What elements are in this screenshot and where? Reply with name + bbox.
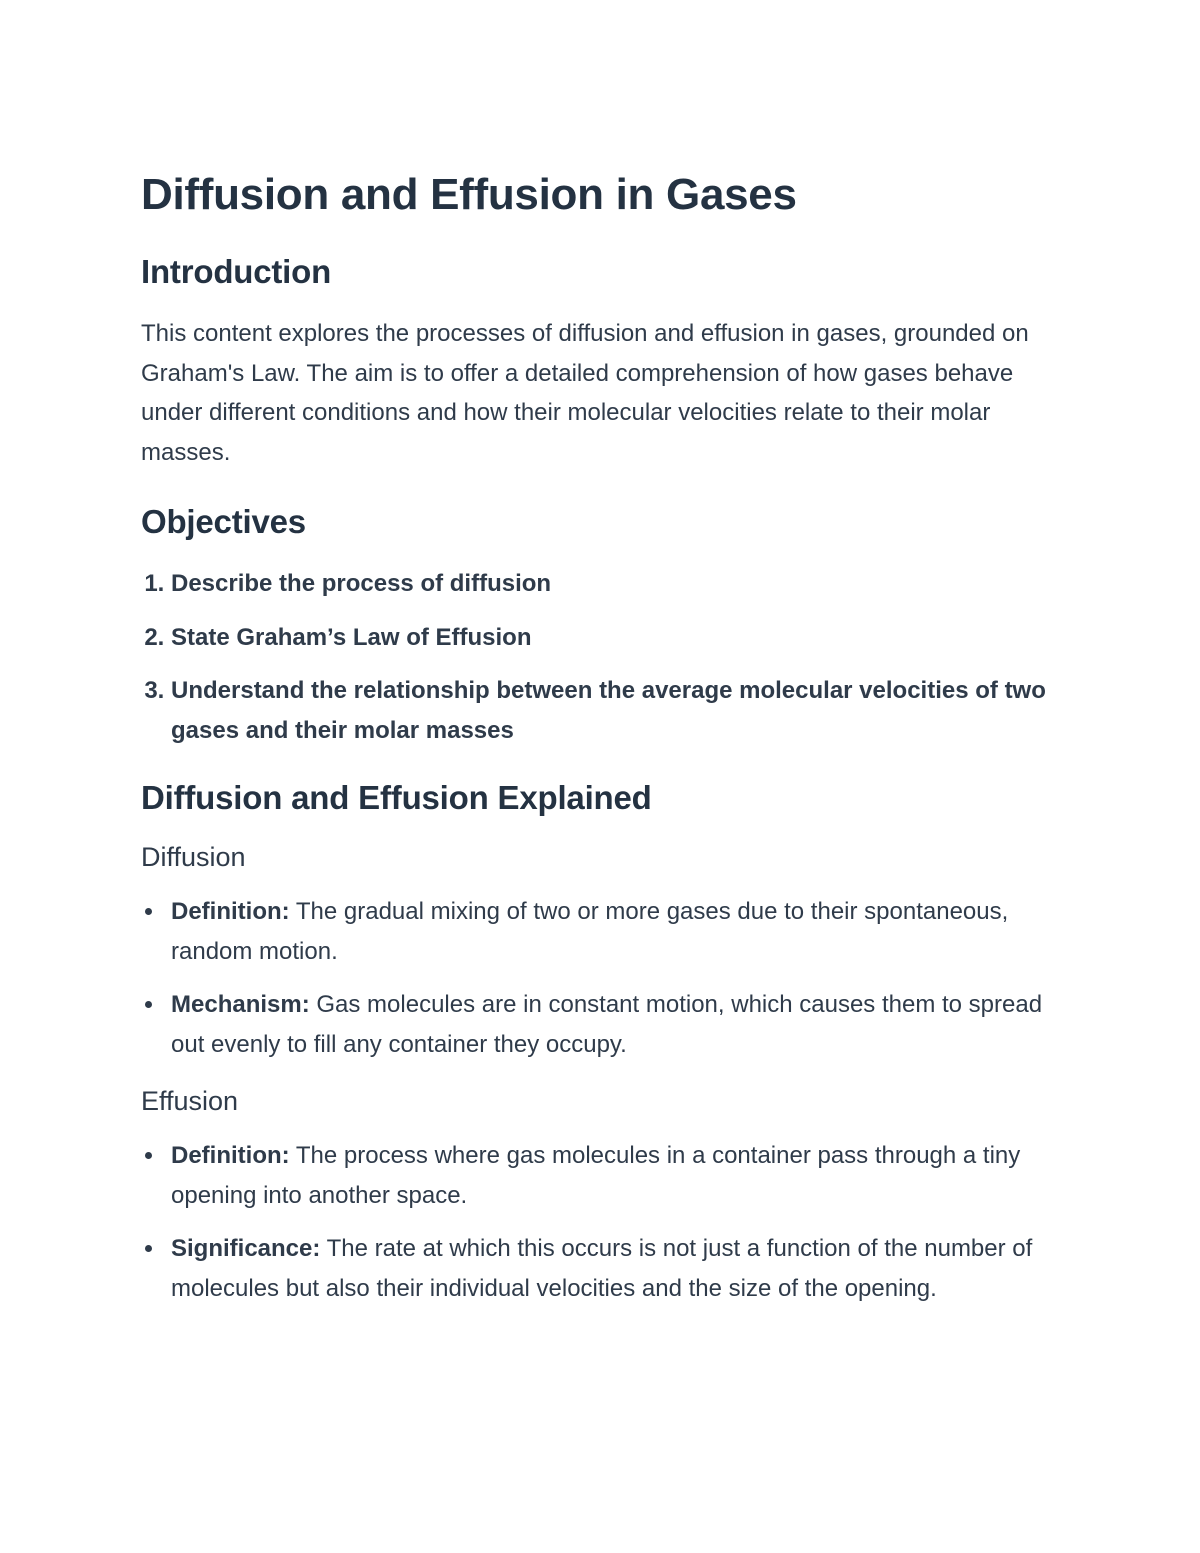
page-title: Diffusion and Effusion in Gases — [141, 170, 797, 219]
list-item — [171, 1229, 1061, 1308]
term-description: The rate at which this occurs is not just a function of the number of molecules but also their individual velocities and the size of the opening. — [171, 1235, 1033, 1302]
list-item — [171, 892, 1061, 971]
effusion-heading: Effusion — [141, 1086, 239, 1116]
diffusion-heading: Diffusion — [141, 842, 246, 872]
explained-heading: Diffusion and Effusion Explained — [141, 779, 652, 816]
introduction-section — [141, 252, 1061, 472]
bullet-icon — [145, 1152, 152, 1159]
objective-item: 3. Understand the relationship between the average molecular velocities of two gases and their molar masses — [171, 671, 1061, 750]
introduction-heading: Introduction — [141, 253, 332, 290]
bullet-icon — [145, 908, 152, 915]
document-page — [141, 168, 1061, 1328]
term-description: The process where gas molecules in a container pass through a tiny opening into another space. — [171, 1142, 1021, 1209]
bullet-icon — [145, 1001, 152, 1008]
term-label: Significance: — [171, 1235, 321, 1262]
term-label: Mechanism: — [171, 991, 310, 1018]
list-item — [171, 985, 1061, 1064]
objective-item: 1. Describe the process of diffusion — [171, 564, 1061, 604]
explained-section — [141, 778, 1061, 1308]
term-description: The gradual mixing of two or more gases due to their spontaneous, random motion. — [171, 898, 1009, 965]
objectives-heading: Objectives — [141, 503, 306, 540]
bullet-icon — [145, 1245, 152, 1252]
term-label: Definition: — [171, 898, 290, 925]
objectives-list — [141, 564, 1061, 750]
list-item — [171, 1136, 1061, 1215]
objective-item: 2. State Graham’s Law of Effusion — [171, 618, 1061, 658]
effusion-list — [141, 1136, 1061, 1308]
introduction-text: This content explores the processes of diffusion and effusion in gases, grounded on Graham's Law. The aim is to offer a detailed comprehension of how gases behave under different conditions and how their molecular velocities relate to their molar masses. — [141, 320, 1029, 466]
term-label: Definition: — [171, 1142, 290, 1169]
term-description: Gas molecules are in constant motion, which causes them to spread out evenly to fill any container they occupy. — [171, 991, 1043, 1058]
objectives-section — [141, 502, 1061, 750]
diffusion-list — [141, 892, 1061, 1064]
